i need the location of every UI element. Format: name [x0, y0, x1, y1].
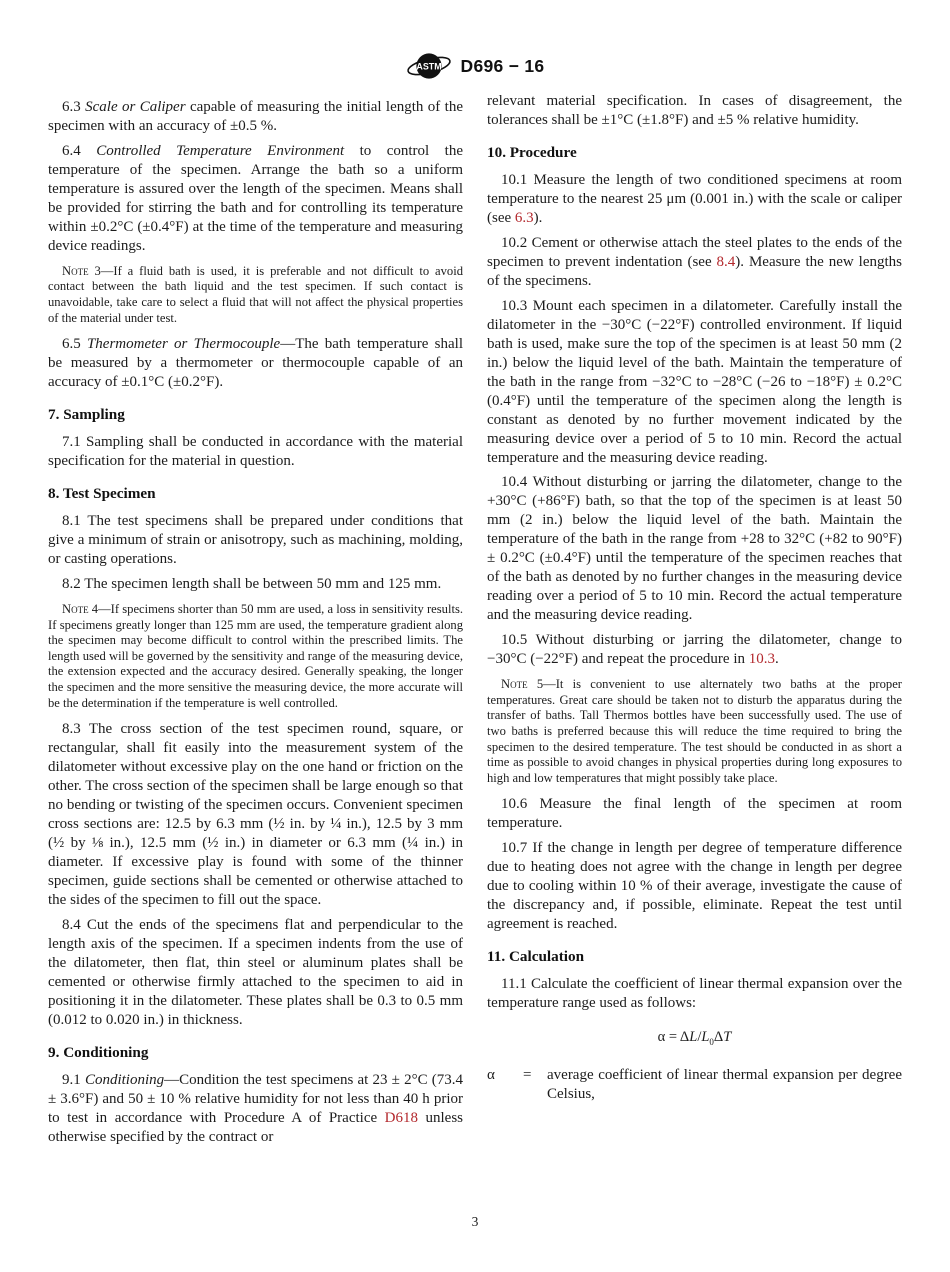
text-segment: to control the temperature of the specimen. Arrange the bath so a uniform temperature is assured over the length of the specimen. Means shall be provided for stirring the bath and for controlling its temperature within ±0.2°C (±0.4°F) at the time of the temperature and measuring device readings. [48, 142, 464, 254]
document-designation: D696 − 16 [460, 55, 545, 76]
text-segment: ). [533, 209, 543, 226]
body-paragraph [487, 291, 902, 468]
text-segment: 10.2 Cement or otherwise attach the steel plates to the ends of the specimen to prevent indentation (see [487, 234, 902, 270]
text-segment: Thermometer or Thermocouple [86, 336, 281, 353]
text-segment: 6.4 [62, 142, 97, 159]
right-column [487, 92, 902, 1147]
text-segment: 8.3 The cross section of the test specimen round, square, or rectangular, shall fit easily into the measurement system of the dilatometer without excessive play on the one hand or friction on the other. The cross section of the specimen shall be large enough so that no bending or twisting of the specimen occurs. Convenient specimen cross sections are: 12.5 by 6.3 mm (½ in. by ¼ in.), 12.5 by 3 mm (½ by ⅛ in.), 12.5 mm (½ in.) in diameter or 6.3 mm (¼ in.) in diameter. If excessive play is found with some of the thinner specimen, guide sections shall be cemented or otherwise attached to the sides of the specimen to fill out the space. [48, 721, 463, 908]
text-segment: Note [62, 263, 89, 278]
astm-logo-text: ASTM [415, 61, 442, 72]
text-segment: Note [501, 677, 528, 692]
text-segment: unless otherwise specified by the contract or [48, 1109, 463, 1145]
text-segment: 10.3 Mount each specimen in a dilatometer. Carefully install the dilatometer in the −30°C (−22°F) controlled environment. If liquid bath is used, make sure the top of the specimen is at least 50 mm (2 in.) below the liquid level of the bath. Maintain the temperature of the bath in the range from −32°C to −28°C (−26 to −18°F) ± 0.2°C (0.4°F) until the temperature of the specimen along the length is constant as denoted by no further movement indicated by the measuring device over a period of 5 to 10 min. Record the actual temperature and the measuring device reading. [487, 297, 902, 466]
text-segment: 8.1 The test specimens shall be prepared under conditions that give a minimum of strain or anisotropy, such as machining, molding, or casting operations. [48, 513, 463, 567]
body-paragraph [487, 969, 902, 1013]
text-segment: 8.4 Cut the ends of the specimens flat and perpendicular to the length axis of the specimen. If a specimen indents from the use of the dilatometer, then flat, thin steel or aluminum plates shall be cemented or otherwise firmly attached to the specimen to aid in positioning it in the dilatometer. These plates shall be 0.3 to 0.5 mm (0.012 to 0.020 in.) in thickness. [48, 916, 463, 1028]
text-segment: / [697, 1029, 702, 1046]
definition-term: α [487, 1067, 495, 1084]
body-paragraph [487, 467, 902, 625]
text-segment: 3—If a fluid bath is used, it is preferable and not difficult to avoid contact between the bath liquid and the test specimen. If such contact is unavoidable, take care to select a fluid that will not affect the physical properties of the material under test. [48, 263, 463, 325]
cross-reference-link[interactable]: 6.3 [514, 209, 534, 226]
body-paragraph [487, 833, 902, 934]
text-segment: 7.1 Sampling shall be conducted in accordance with the material specification for the material in question. [48, 434, 463, 470]
body-paragraph [487, 92, 902, 130]
text-segment: —The bath temperature shall be measured by a thermometer or thermocouple capable of an accuracy of ±0.1°C (±0.2°F). [48, 336, 463, 391]
text-segment: 6.3 [62, 99, 86, 115]
body-paragraph [48, 1065, 463, 1147]
cross-reference-link[interactable]: D618 [384, 1109, 418, 1126]
text-segment: 9.1 [62, 1071, 85, 1088]
symbol-definition [487, 1055, 902, 1104]
body-paragraph [487, 789, 902, 833]
text-segment: capable of measuring the initial length of the specimen with an accuracy of ±0.5 %. [48, 99, 464, 134]
text-segment: 6.5 [62, 336, 87, 353]
text-segment: 0 [709, 1037, 714, 1048]
note-paragraph [48, 256, 463, 329]
equation [487, 1013, 902, 1055]
text-segment: 5—It is convenient to use alternately two baths at the proper temperatures. Great care should be taken not to disturb the apparatus during the transfer of baths. Tall Thermos bottles have been successfully used. The use of two baths is preferred because this will reduce the time required to bring the specimen to the desired temperature. The test should be conducted in as short a time as possible to avoid changes in physical properties during long exposures to high and low temperatures that might possibly take place. [487, 677, 902, 785]
page-number: 3 [471, 1214, 479, 1229]
section-heading: 11. Calculation [487, 948, 585, 966]
text-segment: 10.5 Without disturbing or jarring the dilatometer, change to −30°C (−22°F) and repeat the procedure in [487, 632, 902, 668]
text-segment: L [689, 1029, 698, 1046]
cross-reference-link[interactable]: 10.3 [748, 651, 776, 668]
text-segment: 10.4 Without disturbing or jarring the dilatometer, change to the +30°C (+86°F) bath, so that the top of the specimen is at least 50 mm (2 in.) below the liquid level of the bath. Maintain the temperature of the bath in the range from +28 to 32°C (+82 to 90°F) ± 0.2°C (±0.4°F) until the temperature of the specimen reaches that of the bath as denoted by no further changes in the measuring device reading over a period of 5 to 10 min. Record the actual temperature and the measuring device reading. [487, 474, 902, 624]
astm-logo [406, 46, 452, 86]
text-segment: 11.1 Calculate the coefficient of linear thermal expansion over the temperature range used as follows: [487, 976, 902, 1012]
text-segment: 10.1 Measure the length of two conditioned specimens at room temperature to the nearest 25 μm (0.001 in.) with the scale or caliper (see [487, 171, 902, 226]
definition-text [547, 1066, 902, 1104]
section-heading: 9. Conditioning [48, 1043, 149, 1061]
text-segment: 4—If specimens shorter than 50 mm are used, a loss in sensitivity results. If specimens greatly longer than 125 mm are used, the temperature gradient along the specimen may become difficult to control within the prescribed limits. The length used will be governed by the sensitivity and range of the measuring device, the extension expected and the accuracy desired. Generally speaking, the longer the specimen and the more sensitive the measuring device, the more accurate will be the determination if the temperature is well controlled. [48, 601, 463, 710]
text-segment: Conditioning [84, 1071, 165, 1088]
text-segment: 8.2 The specimen length shall be between 50 mm and 125 mm. [62, 575, 442, 592]
body-paragraph [48, 92, 463, 136]
section-heading: 8. Test Specimen [48, 485, 156, 503]
text-segment: ). Measure the new lengths of the specimens. [487, 253, 902, 289]
text-segment: T [723, 1029, 732, 1046]
text-segment: . [775, 651, 779, 668]
page-header [0, 46, 950, 86]
body-paragraph [48, 136, 463, 256]
body-paragraph [487, 228, 902, 291]
left-column [48, 92, 463, 1147]
body-paragraph [48, 569, 463, 594]
text-segment: 10.7 If the change in length per degree of temperature difference due to heating does not agree with the change in length per degree due to cooling within 10 % of their average, investigate the cause of the discrepancy and, if possible, eliminate. Repeat the test until agreement is reached. [487, 840, 902, 933]
text-segment: 10.6 Measure the final length of the specimen at room temperature. [487, 796, 902, 832]
body-paragraph [487, 625, 902, 669]
note-paragraph [48, 594, 463, 714]
text-segment: Controlled Temperature Environment [96, 142, 345, 159]
body-paragraph [48, 329, 463, 392]
text-segment: α = Δ [657, 1029, 690, 1046]
cross-reference-link[interactable]: 8.4 [716, 253, 736, 270]
section-heading: 10. Procedure [487, 143, 577, 161]
text-segment: —Condition the test specimens at 23 ± 2°C (73.4 ± 3.6°F) and 50 ± 10 % relative humidity for not less than 40 h prior to test in accordance with Procedure A of Practice [48, 1071, 464, 1126]
equals-sign: = [523, 1067, 532, 1084]
text-segment: Δ [713, 1029, 724, 1046]
text-segment: relevant material specification. In cases of disagreement, the tolerances shall be ±1°C (±1.8°F) and ±5 % relative humidity. [487, 93, 902, 128]
body-paragraph [48, 506, 463, 569]
two-column-body [48, 92, 902, 1147]
body-paragraph [48, 427, 463, 471]
text-segment: Note [62, 601, 89, 616]
text-segment: Scale or Caliper [85, 99, 186, 115]
section-heading: 7. Sampling [48, 406, 125, 424]
body-paragraph [48, 714, 463, 910]
body-paragraph [48, 910, 463, 1030]
body-paragraph [487, 165, 902, 228]
note-paragraph [487, 669, 902, 789]
text-segment: average coefficient of linear thermal expansion per degree Celsius, [547, 1067, 902, 1103]
text-segment: L [701, 1029, 710, 1046]
